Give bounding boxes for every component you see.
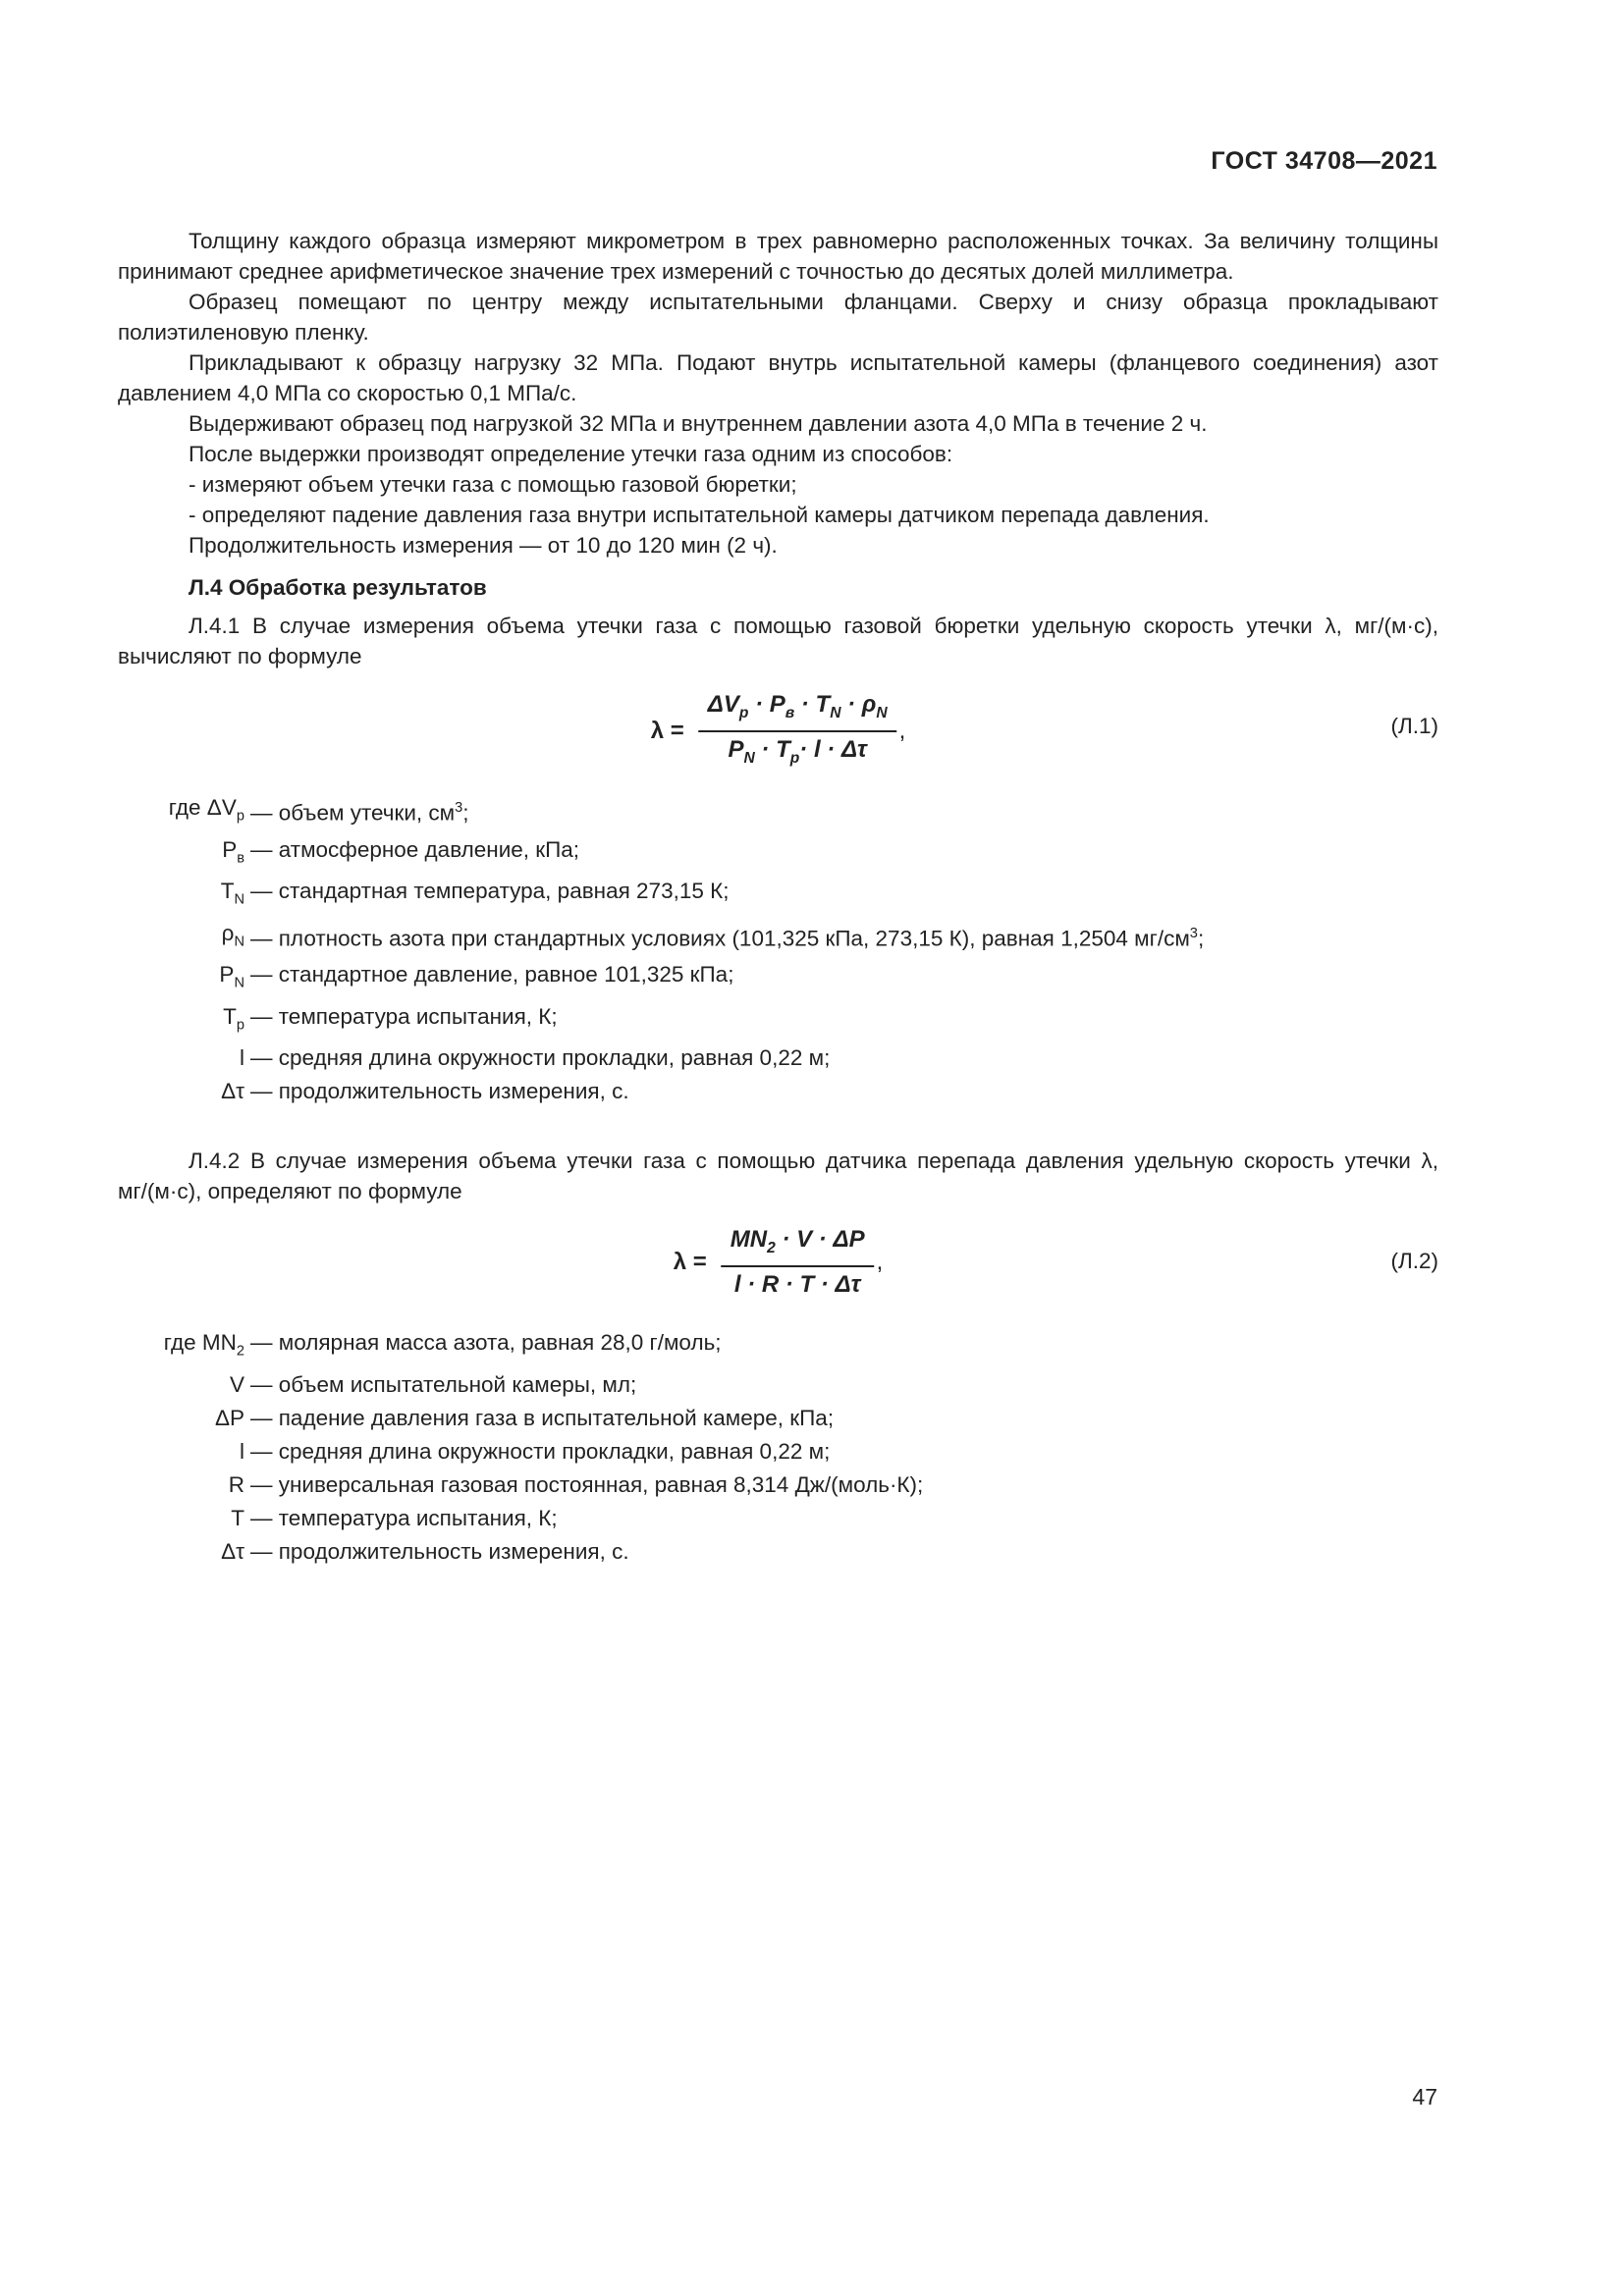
list-item-pressure-sensor: - определяют падение давления газа внутри испытательной камеры датчиком перепада давления. bbox=[189, 503, 1210, 527]
paragraph-methods-intro: После выдержки производят определение утечки газа одним из способов: bbox=[189, 442, 953, 466]
page-number: 47 bbox=[1412, 2084, 1437, 2109]
paragraph-load: Прикладывают к образцу нагрузку 32 МПа. Подают внутрь испытательной камеры (фланцевого соединения) азот давлением 4,0 МПа со скоростью 0,1 МПа/с. bbox=[118, 350, 1438, 405]
formula-l2-definitions: где $MN_2$ — молярная масса азота, равная 28,0 г/моль; V — объем испытательной камеры, мл; ΔP — падение давления газа в испытательной камере, кПа; l — средняя длина окружности прокладки, равная 0,22 м; R — универсальная газовая постоянная, равная 8,314 Дж/(моль·К); T — температура испытания, К; Δτ — продолжительность измерения, с. bbox=[118, 1326, 1438, 1569]
definition-item: — объем утечки, см bbox=[250, 800, 456, 826]
definition-item: — падение давления газа в испытательной камере, кПа; bbox=[250, 1405, 835, 1430]
formula-l1-definitions: где $\Delta V_p$ — объем утечки, $см^3$; $P_в$ — атмосферное давление, кПа; $T_N$ — стандартная температура, равная 273,15 К; $\rho_N$ — плотность азота при стандартных условиях (101,325 кПа, 273,15 К), равная 1,2504 $мг/см^3$; $P_N$ — стандартное давление, равное 101,325 кПа; $T_p$ — температура испытания, К; l — средняя длина окружности прокладки, равная 0,22 м; Δτ — продолжительность измерения, с. bbox=[118, 791, 1438, 1108]
formula-l2: λ = $\frac{MN_2 \cdot V \cdot \Delta P}{l \cdot R \cdot T \cdot \Delta\tau}$ , bbox=[674, 1222, 884, 1302]
definition-item: — температура испытания, К; bbox=[250, 1505, 558, 1530]
formula-l1-number: (Л.1) bbox=[1390, 714, 1438, 738]
formula-l2-row bbox=[118, 1218, 1438, 1316]
definition-item: — универсальная газовая постоянная, равная 8,314 Дж/(моль·К); bbox=[250, 1471, 924, 1497]
formula-l1: λ = $\frac{\Delta V_p \cdot P_в \cdot T_N \cdot \rho_N}{P_N \cdot T_p\cdot l \cdot \Delta\tau}$ , bbox=[651, 687, 906, 775]
definition-item: — атмосферное давление, кПа; bbox=[250, 836, 580, 862]
definition-item: — температура испытания, К; bbox=[250, 1003, 558, 1029]
formula-l1-row bbox=[118, 683, 1438, 781]
definition-item: — стандартное давление, равное 101,325 кПа; bbox=[250, 962, 734, 987]
definition-item: — средняя длина окружности прокладки, равная 0,22 м; bbox=[250, 1045, 831, 1070]
definition-item: — объем испытательной камеры, мл; bbox=[250, 1371, 637, 1397]
definition-item: — плотность азота при стандартных условиях (101,325 кПа, 273,15 К), равная 1,2504 мг/см bbox=[250, 926, 1190, 950]
paragraph-4-1: Л.4.1 В случае измерения объема утечки газа с помощью газовой бюретки удельную скорость утечки λ, мг/(м·с), вычисляют по формуле bbox=[118, 614, 1438, 668]
paragraph-thickness: Толщину каждого образца измеряют микрометром в трех равномерно расположенных точках. За величину толщины принимают среднее арифметическое значение трех измерений с точностью до десятых долей миллиметра. bbox=[118, 229, 1438, 284]
document-body bbox=[118, 226, 1438, 1578]
list-item-burette: - измеряют объем утечки газа с помощью газовой бюретки; bbox=[189, 472, 797, 497]
paragraph-placement: Образец помещают по центру между испытательными фланцами. Сверху и снизу образца прокладывают полиэтиленовую пленку. bbox=[118, 290, 1438, 345]
definition-item: — средняя длина окружности прокладки, равная 0,22 м; bbox=[250, 1438, 831, 1464]
paragraph-duration: Продолжительность измерения — от 10 до 120 мин (2 ч). bbox=[189, 533, 778, 558]
formula-l2-number: (Л.2) bbox=[1390, 1249, 1438, 1273]
definition-item: — продолжительность измерения, с. bbox=[250, 1079, 629, 1103]
definition-item: — стандартная температура, равная 273,15 К; bbox=[250, 879, 730, 903]
document-id-header: ГОСТ 34708—2021 bbox=[1211, 147, 1437, 175]
paragraph-hold: Выдерживают образец под нагрузкой 32 МПа и внутреннем давлении азота 4,0 МПа в течение 2 ч. bbox=[189, 411, 1208, 436]
paragraph-4-2: Л.4.2 В случае измерения объема утечки газа с помощью датчика перепада давления удельную скорость утечки λ, мг/(м·с), определяют по формуле bbox=[118, 1148, 1438, 1203]
definition-item: — молярная масса азота, равная 28,0 г/моль; bbox=[250, 1330, 722, 1355]
definition-item: — продолжительность измерения, с. bbox=[250, 1538, 629, 1564]
section-title: Л.4 Обработка результатов bbox=[189, 575, 487, 600]
